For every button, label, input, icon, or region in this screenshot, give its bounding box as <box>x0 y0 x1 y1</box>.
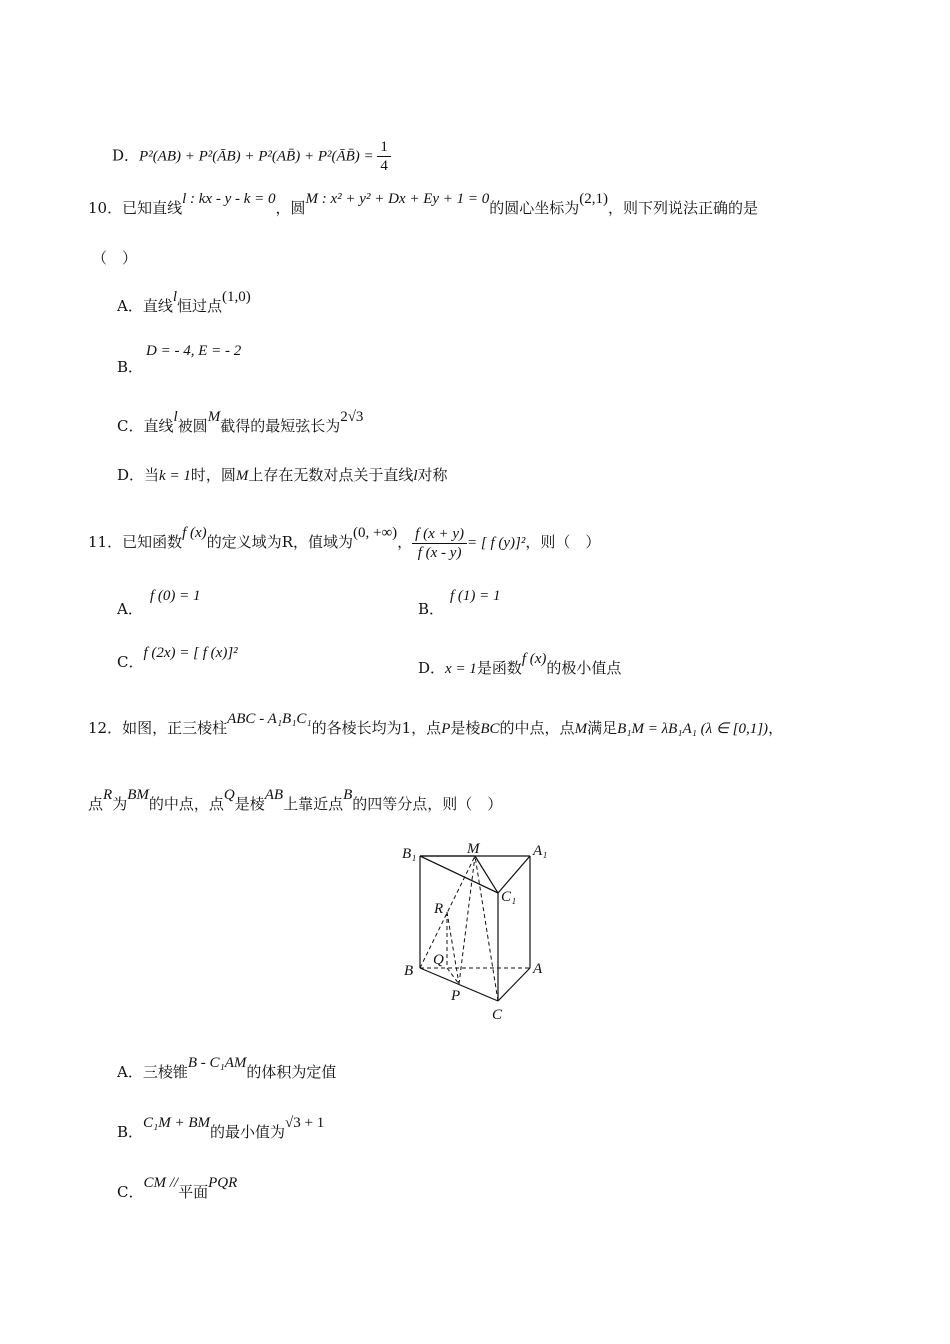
text: 三棱锥 <box>142 1063 188 1081</box>
text: 的四等分点，则（ ） <box>352 795 503 813</box>
math: M <box>207 409 221 425</box>
text: 的体积为定值 <box>246 1063 337 1081</box>
math: CM // <box>143 1175 179 1191</box>
fraction <box>412 525 467 562</box>
segment-rp <box>447 912 459 984</box>
math: C₁M + BM <box>143 1115 211 1131</box>
math: f (x) <box>521 651 547 667</box>
math: BC <box>480 721 500 737</box>
q10-option-a <box>117 289 251 317</box>
text: ，则下列说法正确的是 <box>608 199 759 217</box>
option-label: A． <box>117 297 143 315</box>
math: ABC - A₁B₁C₁ <box>227 711 312 727</box>
text: 直线 <box>142 297 173 315</box>
center-coordinates: (2,1) <box>579 191 609 207</box>
text: 截得的最短弦长为 <box>220 417 341 435</box>
fraction <box>377 138 391 175</box>
numerator: 1 <box>377 138 391 157</box>
text: 已知函数 <box>122 533 183 551</box>
question-number: 12． <box>88 719 123 737</box>
math: PQR <box>208 1175 238 1191</box>
option-label: D． <box>418 659 446 677</box>
text: 的最小值为 <box>210 1123 286 1141</box>
text: ， <box>397 533 413 551</box>
q10-option-b-expr <box>146 340 241 361</box>
math: 2√3 <box>340 409 364 425</box>
q11-option-c <box>117 645 238 673</box>
label-a: A <box>533 961 543 977</box>
segment-cm <box>475 856 498 1001</box>
q11-stem <box>88 522 600 563</box>
q12-option-c <box>117 1175 238 1203</box>
label-p: P <box>451 988 461 1004</box>
math: = [ f (y)]² <box>467 535 526 551</box>
math: (1,0) <box>222 289 251 305</box>
math: M <box>574 721 588 737</box>
option-label: D． <box>112 146 140 165</box>
option-label: C． <box>117 1183 144 1201</box>
math: R <box>103 787 113 803</box>
option-label: D． <box>117 466 145 484</box>
q10-option-c <box>117 409 364 437</box>
math: B <box>343 787 353 803</box>
text: 对称 <box>417 466 448 484</box>
q10-option-b-label: B． <box>117 358 144 376</box>
denominator: f (x - y) <box>417 544 462 561</box>
text: 的各棱长均为1，点 <box>311 719 442 737</box>
label-b1: B₁ <box>402 846 417 862</box>
math: √3 + 1 <box>285 1115 325 1131</box>
label-c: C <box>492 1007 503 1023</box>
q11-option-b-expr <box>450 585 501 606</box>
q10-stem <box>88 191 759 219</box>
text: 上靠近点 <box>283 795 344 813</box>
option-label: C． <box>117 417 144 435</box>
math: B - C₁AM <box>187 1055 247 1071</box>
text: 如图，正三棱柱 <box>122 719 228 737</box>
q11-option-a-expr <box>150 585 201 606</box>
text: 是函数 <box>476 659 522 677</box>
text: 已知直线 <box>122 199 183 217</box>
text: 时，圆 <box>190 466 236 484</box>
text: 的定义域为R，值域为 <box>206 533 353 551</box>
edge-ac <box>498 968 530 1001</box>
text: 当 <box>144 466 160 484</box>
math: l <box>173 409 178 425</box>
question-number: 11． <box>88 533 123 551</box>
text: 直线 <box>143 417 174 435</box>
math: x = 1 <box>445 661 477 677</box>
q11-option-a-label: A． <box>117 600 143 618</box>
text: 上存在无数对点关于直线 <box>248 466 414 484</box>
math: f (x) <box>182 525 207 541</box>
q12-stem <box>88 711 784 739</box>
q12-stem-line2 <box>88 787 503 815</box>
text: 的圆心坐标为 <box>489 199 580 217</box>
math: l <box>413 468 418 484</box>
text: 是棱 <box>234 795 265 813</box>
q9-option-d <box>112 138 391 175</box>
line-equation: l : kx - y - k = 0 <box>182 191 276 207</box>
math: k = 1 <box>159 468 191 484</box>
math: P <box>441 721 451 737</box>
text: 的中点，点 <box>148 795 224 813</box>
math: f (0) = 1 <box>150 588 201 604</box>
math: f (1) = 1 <box>450 588 501 604</box>
math: f (2x) = [ f (x)]² <box>143 645 238 661</box>
text: 的极小值点 <box>546 659 622 677</box>
text: 平面 <box>178 1183 209 1201</box>
label-m: M <box>467 841 480 857</box>
circle-equation: M : x² + y² + Dx + Ey + 1 = 0 <box>305 191 490 207</box>
math: B₁M = λB₁A₁ (λ ∈ [0,1]) <box>617 721 769 737</box>
option-label: B． <box>117 1123 144 1141</box>
denominator: 4 <box>380 158 388 174</box>
text: 是棱 <box>450 719 481 737</box>
q11-option-b-label: B． <box>418 600 445 618</box>
numerator: f (x + y) <box>412 525 467 544</box>
text: 点 <box>88 795 104 813</box>
prism-figure <box>400 838 560 1028</box>
math: AB <box>264 787 284 803</box>
text: ，则（ ） <box>525 533 601 551</box>
q10-option-d <box>117 465 448 486</box>
math: Q <box>223 787 235 803</box>
option-label: C． <box>117 653 144 671</box>
math: BM <box>127 787 149 803</box>
q10-paren: （ ） <box>92 249 138 267</box>
question-number: 10． <box>88 199 123 217</box>
label-r: R <box>434 901 444 917</box>
text: 满足 <box>587 719 618 737</box>
math: l <box>172 289 178 305</box>
text: 恒过点 <box>177 297 223 315</box>
label-b: B <box>404 963 414 979</box>
text: 为 <box>112 795 128 813</box>
option-label: A． <box>117 1063 143 1081</box>
label-a1: A₁ <box>533 843 548 859</box>
q12-option-a <box>117 1055 337 1083</box>
math: (0, +∞) <box>352 525 398 541</box>
label-c1: C₁ <box>501 889 517 905</box>
label-q: Q <box>433 952 444 968</box>
q11-option-d <box>418 651 622 679</box>
formula: P²(AB) + P²(ĀB) + P²(AB̄) + P²(ĀB̄) = <box>139 148 378 165</box>
math: D = - 4, E = - 2 <box>146 343 242 359</box>
text: 被圆 <box>177 417 208 435</box>
edge-a1-c1 <box>498 856 530 893</box>
text: ，圆 <box>275 199 306 217</box>
text: ， <box>768 719 784 737</box>
q12-option-b <box>117 1115 325 1143</box>
math: M <box>235 468 249 484</box>
text: 的中点，点 <box>499 719 575 737</box>
